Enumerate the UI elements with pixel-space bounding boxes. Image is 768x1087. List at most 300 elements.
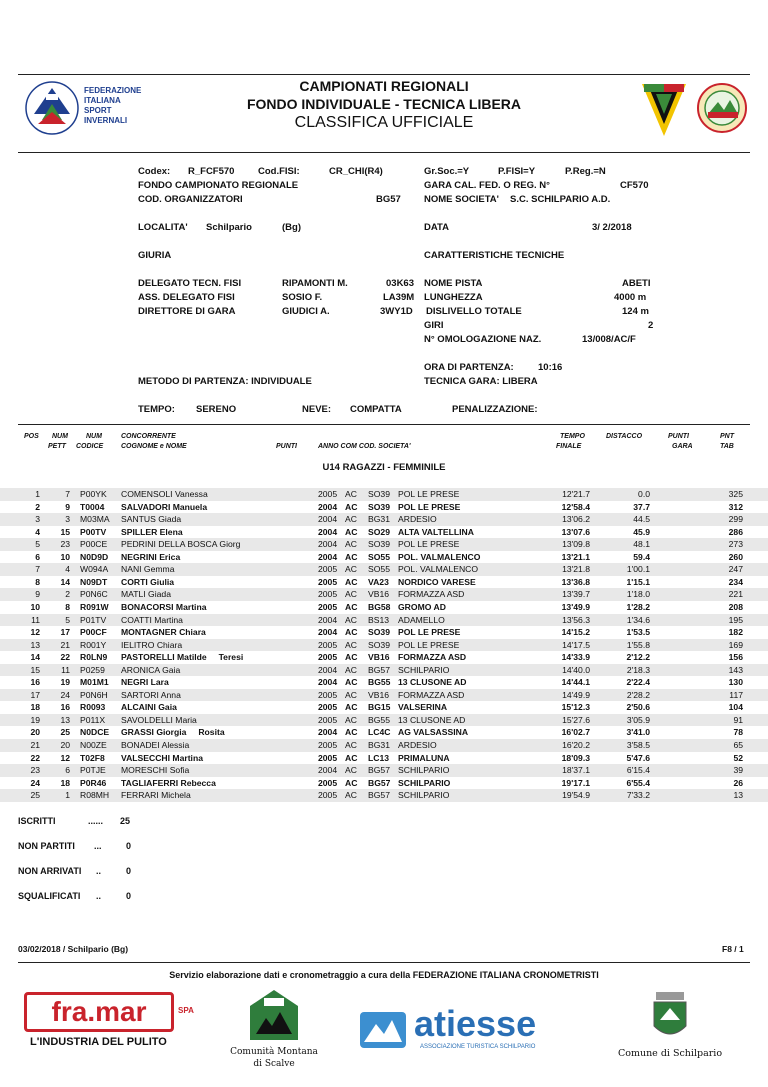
- row-pos: 19: [30, 714, 40, 725]
- table-row: [0, 538, 768, 551]
- row-codice: T02F8: [80, 752, 105, 763]
- atiesse-subtitle: ASSOCIAZIONE TURISTICA SCHILPARIO: [420, 1044, 536, 1050]
- row-cod-societa: VA23: [368, 576, 389, 587]
- row-distacco: 3'58.5: [626, 740, 650, 750]
- row-codice: R08MH: [80, 790, 110, 801]
- row-com: AC: [345, 727, 358, 738]
- row-pett: 4: [65, 564, 70, 575]
- row-codice: P0N6C: [80, 589, 108, 600]
- penal-label: PENALIZZAZIONE:: [452, 404, 538, 415]
- row-pnt-tab: 299: [728, 514, 743, 525]
- ass-name: SOSIO F.: [282, 292, 323, 303]
- giuria: GIURIA: [138, 250, 172, 261]
- row-pnt-tab: 78: [733, 727, 743, 738]
- row-name: MONTAGNER Chiara: [121, 627, 206, 638]
- pista-label: NOME PISTA: [424, 278, 483, 289]
- row-name: CORTI Giulia: [121, 576, 174, 587]
- row-anno: 2004: [318, 501, 338, 512]
- giri-value: 2: [648, 320, 654, 331]
- row-distacco: 48.1: [633, 539, 650, 550]
- row-pett: 15: [60, 526, 70, 537]
- sci-club-logo: [696, 82, 748, 134]
- row-societa: 13 CLUSONE AD: [398, 714, 466, 725]
- row-societa: POL LE PRESE: [398, 627, 461, 638]
- row-codice: N0D9D: [80, 551, 109, 562]
- metodo: METODO DI PARTENZA: INDIVIDUALE: [138, 376, 312, 387]
- table-row: [0, 714, 768, 727]
- row-pett: 24: [60, 689, 70, 700]
- row-com: AC: [345, 576, 358, 587]
- row-codice: N00ZE: [80, 740, 107, 750]
- row-codice: N0DCE: [80, 727, 110, 738]
- row-pett: 20: [60, 740, 70, 750]
- row-anno: 2004: [318, 514, 338, 525]
- row-anno: 2004: [318, 526, 338, 537]
- footer-rule: [18, 962, 750, 963]
- row-pett: 5: [65, 614, 70, 625]
- codfisi-label: Cod.FISI:: [258, 166, 300, 177]
- row-societa: POL LE PRESE: [398, 639, 460, 650]
- table-row: [0, 689, 768, 702]
- row-tempo: 14'33.9: [561, 652, 590, 663]
- row-com: AC: [345, 652, 358, 663]
- nonpartiti-label: NON PARTITI: [18, 841, 75, 851]
- table-row: [0, 526, 768, 539]
- row-com: AC: [345, 752, 358, 763]
- top-rule: [18, 74, 750, 75]
- row-com: AC: [345, 677, 358, 688]
- comunita-emblem: [246, 988, 302, 1042]
- fondo: FONDO CAMPIONATO REGIONALE: [138, 180, 299, 191]
- row-cod-societa: BG55: [368, 677, 391, 688]
- row-com: AC: [345, 689, 357, 700]
- row-anno: 2004: [318, 677, 338, 688]
- table-row: [0, 488, 768, 501]
- row-distacco: 1'15.1: [626, 576, 650, 587]
- tecnica: TECNICA GARA: LIBERA: [424, 376, 538, 387]
- row-societa: ADAMELLO: [398, 614, 445, 625]
- giri-label: GIRI: [424, 320, 444, 331]
- delegato-label: DELEGATO TECN. FISI: [138, 278, 242, 289]
- col-pnt-tab-1: PNT: [720, 433, 734, 440]
- col-concorrente-2: COGNOME e NOME: [121, 443, 187, 450]
- row-com: AC: [345, 564, 357, 575]
- table-row: [0, 513, 768, 526]
- table-row: [0, 563, 768, 576]
- tempo-label: TEMPO:: [138, 404, 175, 415]
- row-societa: POL LE PRESE: [398, 489, 460, 499]
- row-anno: 2004: [318, 539, 338, 550]
- comunita-montana-logo: [222, 988, 326, 1074]
- row-pos: 25: [30, 790, 40, 801]
- row-pos: 10: [30, 601, 40, 612]
- row-societa: PRIMALUNA: [398, 752, 450, 763]
- tempo-value: SERENO: [196, 404, 237, 415]
- row-tempo: 13'36.8: [561, 576, 590, 587]
- pfisi: P.FISI=Y: [498, 166, 536, 177]
- row-distacco: 59.4: [633, 551, 650, 562]
- row-name: BONADEI Alessia: [121, 740, 190, 750]
- row-pnt-tab: 273: [728, 539, 743, 550]
- row-name: VALSECCHI Martina: [121, 752, 203, 763]
- squalificati-value: 0: [126, 891, 132, 901]
- row-name: ARONICA Gaia: [121, 664, 181, 675]
- table-row: [0, 501, 768, 514]
- row-anno: 2005: [318, 589, 338, 600]
- col-punti-gara-1: PUNTI: [668, 433, 689, 440]
- row-cod-societa: SO39: [368, 539, 390, 550]
- row-pett: 11: [61, 664, 70, 675]
- dir-name: GIUDICI A.: [282, 306, 330, 317]
- cod-org-label: COD. ORGANIZZATORI: [138, 194, 243, 205]
- row-distacco: 1'34.6: [626, 614, 650, 625]
- delegato-name: RIPAMONTI M.: [282, 278, 348, 289]
- row-distacco: 2'28.2: [626, 689, 650, 700]
- row-codice: P0TJE: [80, 765, 106, 776]
- col-distacco: DISTACCO: [606, 433, 643, 440]
- row-pos: 4: [35, 526, 40, 537]
- row-tempo: 14'40.0: [562, 664, 590, 675]
- row-name: IELITRO Chiara: [121, 639, 183, 650]
- row-pos: 11: [31, 614, 40, 625]
- row-pett: 25: [60, 727, 70, 738]
- nome-soc-label: NOME SOCIETA': [424, 194, 499, 205]
- row-societa: POL LE PRESE: [398, 501, 461, 512]
- framar-wordmark: fra.mar: [24, 992, 174, 1032]
- row-societa: POL LE PRESE: [398, 539, 460, 550]
- title-line-3: CLASSIFICA UFFICIALE: [294, 114, 474, 131]
- row-codice: P0R46: [80, 777, 107, 788]
- row-name: PASTORELLI Matilde Teresi: [121, 652, 244, 663]
- row-tempo: 12'58.4: [561, 501, 590, 512]
- row-distacco: 6'55.4: [626, 777, 650, 788]
- table-row: [0, 651, 768, 664]
- row-name: GRASSI Giorgia Rosita: [121, 727, 225, 738]
- row-tempo: 13'39.7: [562, 589, 590, 600]
- nonpartiti-value: 0: [126, 841, 132, 851]
- row-distacco: 5'47.6: [626, 752, 650, 763]
- neve-label: NEVE:: [302, 404, 332, 415]
- data-value: 3/ 2/2018: [592, 222, 632, 233]
- row-pett: 12: [60, 752, 70, 763]
- row-codice: P00CE: [80, 539, 108, 550]
- row-distacco: 1'28.2: [626, 601, 650, 612]
- row-pos: 1: [35, 489, 40, 499]
- row-codice: P00TV: [80, 526, 107, 537]
- disl-label: DISLIVELLO TOTALE: [426, 306, 522, 317]
- row-com: AC: [345, 790, 357, 801]
- row-codice: R001Y: [80, 639, 107, 650]
- gara-value: CF570: [620, 180, 649, 191]
- table-row: [0, 588, 768, 601]
- row-pnt-tab: 325: [728, 489, 743, 499]
- row-societa: POL. VALMALENCO: [398, 564, 479, 575]
- table-row: [0, 777, 768, 790]
- row-name: ALCAINI Gaia: [121, 702, 177, 713]
- row-societa: SCHILPARIO: [398, 790, 450, 801]
- row-cod-societa: SO39: [368, 627, 390, 638]
- col-pos: POS: [24, 433, 39, 440]
- nonarrivati-label: NON ARRIVATI: [18, 866, 82, 876]
- comune-label: Comune di Schilpario: [617, 1048, 723, 1059]
- row-pos: 2: [35, 501, 40, 512]
- row-pett: 22: [60, 652, 70, 663]
- row-pett: 14: [60, 576, 70, 587]
- ass-label: ASS. DELEGATO FISI: [138, 292, 235, 303]
- row-pnt-tab: 156: [728, 652, 743, 663]
- row-tempo: 14'49.9: [562, 689, 590, 700]
- row-distacco: 1'00.1: [626, 564, 650, 575]
- row-societa: SCHILPARIO: [398, 765, 450, 776]
- nonarrivati-value: 0: [126, 866, 132, 876]
- lung-label: LUNGHEZZA: [424, 292, 483, 303]
- row-pnt-tab: 65: [733, 740, 743, 750]
- row-tempo: 19'17.1: [561, 777, 590, 788]
- row-name: BONACORSI Martina: [121, 601, 207, 612]
- row-cod-societa: BG15: [368, 702, 391, 713]
- row-cod-societa: BG57: [368, 777, 391, 788]
- row-cod-societa: VB16: [368, 652, 390, 663]
- row-pnt-tab: 169: [728, 639, 743, 650]
- row-tempo: 14'44.1: [561, 677, 590, 688]
- row-pos: 12: [30, 627, 40, 638]
- row-codice: P00CF: [80, 627, 107, 638]
- row-pos: 13: [30, 639, 40, 650]
- row-pnt-tab: 208: [728, 601, 743, 612]
- row-anno: 2004: [318, 727, 338, 738]
- table-row: [0, 551, 768, 564]
- row-name: MORESCHI Sofia: [121, 765, 190, 776]
- row-distacco: 2'50.6: [626, 702, 650, 713]
- row-name: COMENSOLI Vanessa: [121, 489, 208, 499]
- col-tempo-2: FINALE: [556, 443, 582, 450]
- row-tempo: 15'12.3: [561, 702, 590, 713]
- row-anno: 2005: [318, 576, 338, 587]
- table-row: [0, 789, 768, 802]
- iscritti-dots: ......: [88, 816, 104, 826]
- row-pos: 23: [30, 765, 40, 776]
- grsoc: Gr.Soc.=Y: [424, 166, 470, 177]
- row-pett: 8: [65, 601, 70, 612]
- disl-value: 124 m: [622, 306, 649, 317]
- row-distacco: 1'18.0: [626, 589, 650, 600]
- col-num-pett-1: NUM: [52, 433, 68, 440]
- row-pnt-tab: 52: [733, 752, 743, 763]
- row-pnt-tab: 13: [733, 790, 743, 801]
- row-codice: P00YK: [80, 489, 107, 499]
- row-cod-societa: LC4C: [368, 727, 391, 738]
- squalificati-label: SQUALIFICATI: [18, 891, 81, 901]
- delegato-code: 03K63: [386, 278, 414, 289]
- row-pnt-tab: 312: [728, 501, 743, 512]
- row-pos: 20: [30, 727, 40, 738]
- row-name: MATLI Giada: [121, 589, 171, 600]
- row-name: PEDRINI DELLA BOSCA Giorg: [121, 539, 241, 550]
- row-pnt-tab: 130: [728, 677, 743, 688]
- table-row: [0, 626, 768, 639]
- row-pos: 22: [30, 752, 40, 763]
- squalificati-dots: ..: [96, 891, 102, 901]
- row-tempo: 14'17.5: [562, 639, 590, 650]
- row-pett: 7: [65, 489, 70, 499]
- col-num-pett-2: PETT: [48, 443, 66, 450]
- row-name: FERRARI Michela: [121, 790, 191, 801]
- row-codice: P0N6H: [80, 689, 108, 700]
- row-anno: 2005: [318, 740, 338, 750]
- col-tempo-1: TEMPO: [560, 433, 585, 440]
- row-com: AC: [345, 589, 357, 600]
- iscritti-value: 25: [120, 816, 131, 826]
- row-pett: 19: [60, 677, 70, 688]
- row-pos: 5: [35, 539, 40, 550]
- row-societa: SCHILPARIO: [398, 777, 451, 788]
- fisi-logo: [24, 80, 80, 136]
- row-pett: 10: [60, 551, 70, 562]
- row-pos: 6: [35, 551, 40, 562]
- row-com: AC: [345, 551, 358, 562]
- row-tempo: 13'06.2: [562, 514, 590, 525]
- row-distacco: 2'22.4: [626, 677, 650, 688]
- row-pnt-tab: 182: [728, 627, 743, 638]
- comunita-line-2: di Scalve: [253, 1059, 295, 1069]
- row-societa: ALTA VALTELLINA: [398, 526, 474, 537]
- row-name: NEGRI Lara: [121, 677, 169, 688]
- data-label: DATA: [424, 222, 449, 233]
- codfisi-value: CR_CHI(R4): [329, 166, 383, 177]
- nonpartiti-dots: ...: [94, 841, 102, 851]
- row-cod-societa: BG31: [368, 514, 390, 525]
- row-tempo: 13'21.8: [562, 564, 590, 575]
- row-pos: 18: [30, 702, 40, 713]
- row-anno: 2005: [318, 702, 338, 713]
- table-row: [0, 639, 768, 652]
- row-codice: N09DT: [80, 576, 108, 587]
- row-com: AC: [345, 627, 358, 638]
- row-name: TAGLIAFERRI Rebecca: [121, 777, 216, 788]
- neve-value: COMPATTA: [350, 404, 402, 415]
- row-societa: FORMAZZA ASD: [398, 689, 465, 700]
- atiesse-logo: [360, 1003, 590, 1052]
- row-cod-societa: SO39: [368, 489, 390, 499]
- row-tempo: 16'20.2: [562, 740, 590, 750]
- row-pnt-tab: 143: [728, 664, 743, 675]
- row-distacco: 3'41.0: [626, 727, 650, 738]
- row-pett: 2: [65, 589, 70, 600]
- codex-value: R_FCF570: [188, 166, 235, 177]
- row-tempo: 13'56.3: [562, 614, 590, 625]
- row-codice: R0093: [80, 702, 106, 713]
- row-pos: 17: [30, 689, 40, 700]
- row-pett: 13: [60, 714, 70, 725]
- row-anno: 2005: [318, 652, 338, 663]
- row-pnt-tab: 26: [733, 777, 743, 788]
- table-row: [0, 764, 768, 777]
- row-tempo: 12'21.7: [562, 489, 590, 499]
- table-row: [0, 664, 768, 677]
- row-com: AC: [345, 526, 358, 537]
- row-cod-societa: BG57: [368, 664, 390, 675]
- row-codice: T0004: [80, 501, 105, 512]
- row-tempo: 15'27.6: [562, 714, 590, 725]
- table-row: [0, 701, 768, 714]
- row-societa: AG VALSASSINA: [398, 727, 469, 738]
- row-pnt-tab: 91: [733, 714, 743, 725]
- row-tempo: 13'07.6: [561, 526, 590, 537]
- row-distacco: 2'18.3: [626, 664, 650, 675]
- row-pos: 8: [35, 576, 40, 587]
- ass-code: LA39M: [383, 292, 415, 303]
- row-societa: ARDESIO: [398, 740, 437, 750]
- regional-logo: [638, 80, 690, 138]
- row-anno: 2004: [318, 627, 338, 638]
- lung-value: 4000 m: [614, 292, 647, 303]
- row-distacco: 7'33.2: [626, 790, 650, 801]
- row-anno: 2005: [318, 752, 338, 763]
- row-pos: 15: [30, 664, 40, 675]
- row-pos: 3: [35, 514, 40, 525]
- row-com: AC: [345, 664, 357, 675]
- row-name: NEGRINI Erica: [121, 551, 181, 562]
- row-distacco: 1'55.8: [626, 639, 650, 650]
- row-tempo: 13'21.1: [561, 551, 590, 562]
- row-pett: 21: [60, 639, 70, 650]
- iscritti-label: ISCRITTI: [18, 816, 56, 826]
- row-cod-societa: BG58: [368, 601, 391, 612]
- title-line-1: CAMPIONATI REGIONALI: [299, 78, 469, 94]
- row-societa: VALSERINA: [398, 702, 448, 713]
- comune-schilpario-logo: [608, 990, 732, 1066]
- row-distacco: 37.7: [633, 501, 650, 512]
- footer-page: F8 / 1: [722, 944, 744, 954]
- header-rule: [18, 152, 750, 153]
- row-cod-societa: BG55: [368, 714, 390, 725]
- row-societa: GROMO AD: [398, 601, 446, 612]
- row-cod-societa: VB16: [368, 589, 390, 600]
- row-codice: M01M1: [80, 677, 109, 688]
- table-row: [0, 739, 768, 752]
- row-anno: 2005: [318, 601, 338, 612]
- framar-spa: SPA: [178, 1006, 194, 1015]
- localita-prov: (Bg): [282, 222, 301, 233]
- table-top-rule: [18, 424, 750, 425]
- row-anno: 2005: [318, 790, 338, 801]
- preg: P.Reg.=N: [565, 166, 606, 177]
- col-anno: ANNO COM COD. SOCIETA': [318, 443, 411, 450]
- row-anno: 2005: [318, 777, 338, 788]
- row-pnt-tab: 39: [733, 765, 743, 776]
- table-row: [0, 576, 768, 589]
- row-com: AC: [345, 702, 358, 713]
- row-com: AC: [345, 601, 358, 612]
- row-pnt-tab: 104: [728, 702, 743, 713]
- row-anno: 2004: [318, 551, 338, 562]
- row-distacco: 3'05.9: [626, 714, 650, 725]
- row-codice: P0259: [80, 664, 105, 675]
- row-pett: 16: [60, 702, 70, 713]
- row-pett: 18: [60, 777, 70, 788]
- row-pos: 14: [30, 652, 40, 663]
- row-com: AC: [345, 539, 357, 550]
- row-anno: 2004: [318, 664, 338, 675]
- footer-date-place: 03/02/2018 / Schilpario (Bg): [18, 944, 129, 954]
- row-pos: 9: [35, 589, 40, 600]
- row-societa: POL. VALMALENCO: [398, 551, 481, 562]
- row-tempo: 19'54.9: [562, 790, 590, 801]
- row-societa: ARDESIO: [398, 514, 437, 525]
- col-num-codice-1: NUM: [86, 433, 102, 440]
- table-row: [0, 601, 768, 614]
- row-pett: 1: [65, 790, 70, 801]
